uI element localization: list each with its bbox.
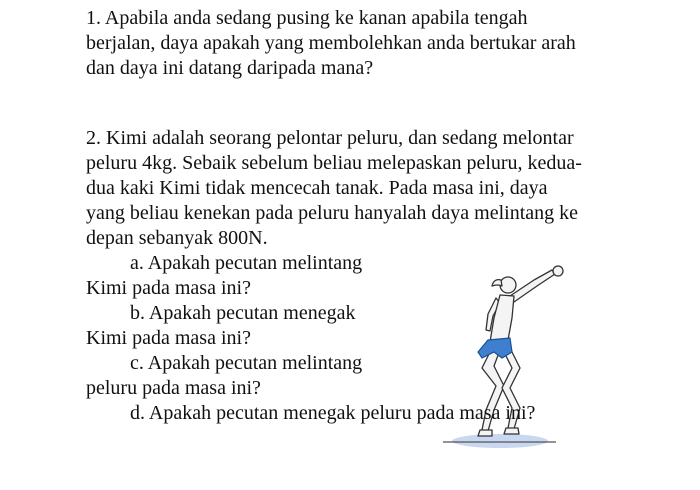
q2-line-3: dua kaki Kimi tidak mencecah tanak. Pada masa ini, daya xyxy=(86,177,548,199)
left-shoe xyxy=(478,430,492,436)
q2-part-a-line-2: Kimi pada masa ini? xyxy=(86,277,251,299)
q1-line-1: 1. Apabila anda sedang pusing ke kanan apabila tengah xyxy=(86,7,528,29)
q2-part-b-line-2: Kimi pada masa ini? xyxy=(86,327,251,349)
q1-line-3: dan daya ini datang daripada mana? xyxy=(86,57,374,79)
ground-shadow xyxy=(452,434,548,448)
q2-part-d-line-1: d. Apakah pecutan menegak peluru pada masa ini? xyxy=(130,402,536,424)
q2-part-c-line-1: c. Apakah pecutan melintang xyxy=(130,352,363,374)
q2-line-5: depan sebanyak 800N. xyxy=(86,227,268,249)
q2-part-c-line-2: peluru pada masa ini? xyxy=(86,377,261,399)
q2-line-1: 2. Kimi adalah seorang pelontar peluru, dan sedang melontar xyxy=(86,127,574,149)
throwing-arm xyxy=(510,270,555,302)
q2-part-b-line-1: b. Apakah pecutan menegak xyxy=(130,302,356,324)
q2-part-a-line-1: a. Apakah pecutan melintang xyxy=(130,252,363,274)
ponytail xyxy=(492,280,502,286)
q2-line-2: peluru 4kg. Sebaik sebelum beliau melepaskan peluru, kedua- xyxy=(86,152,582,174)
q1-line-2: berjalan, daya apakah yang membolehkan anda bertukar arah xyxy=(86,32,576,54)
shot-ball xyxy=(553,266,563,276)
q2-line-4: yang beliau kenekan pada peluru hanyalah daya melintang ke xyxy=(86,202,579,224)
right-shoe xyxy=(504,428,519,434)
shot-put-athlete-icon xyxy=(438,258,578,473)
